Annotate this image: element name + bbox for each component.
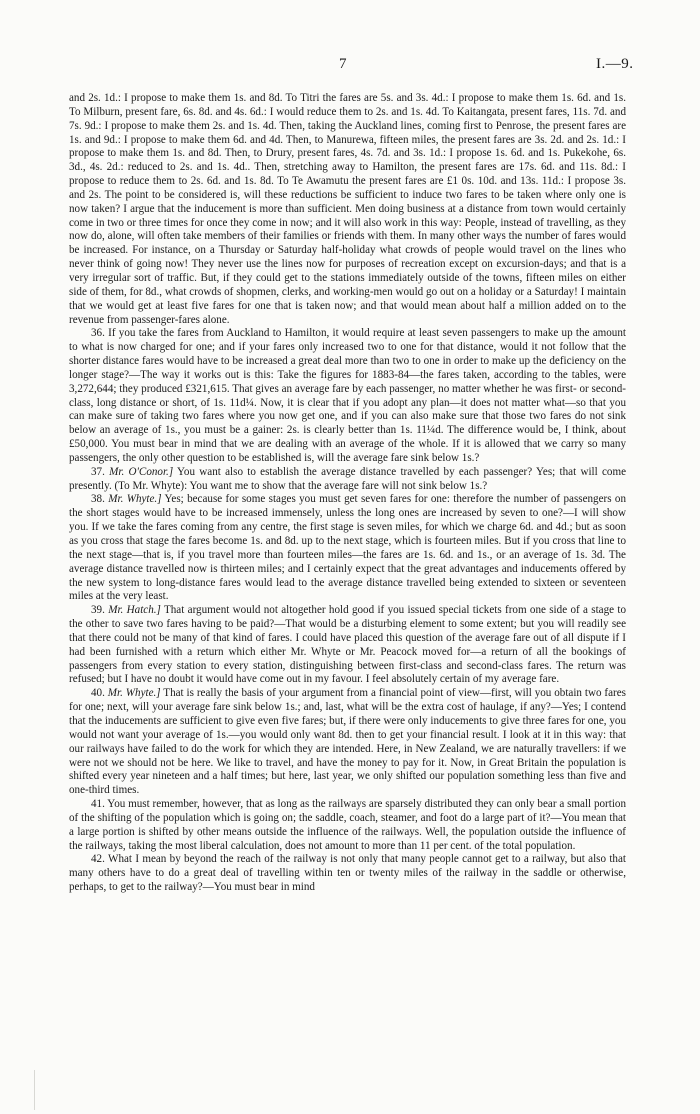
paragraph-text: What I mean by beyond the reach of the railway is not only that many people cannot get to a railway, but also that many others have to do a great deal of travelling within ten or twenty miles of the railway in the saddle or otherwise, perhaps, to get to the railway?—You must bear in mind: [69, 853, 626, 894]
paragraph-continuation: and 2s. 1d.: I propose to make them 1s. and 8d. To Titri the fares are 5s. and 3s. 4d.: I propose to make them 1s. 6d. and 1s. To Milburn, present fare, 6s. 8d. and 4s. 6d.: I would reduce them to 2s. and 1s. 4d. To Kaitangata, present fares, 11s. 7d. and 7s. 9d.: I propose to make them 2s. and 1s. 4d. Then, taking the Auckland lines, coming first to Penrose, the present fares are 1s. and 9d.: I propose to make them 6d. and 4d. Then, to Manurewa, fifteen miles, the present fares are 3s. 2d. and 2s. 1d.: I propose to make them 1s. and 8d. Then, to Drury, present fares, 4s. 7d. and 3s. 1d.: I propose 1s. 6d. and 1s. Pukekohe, 6s. 3d., 4s. 2d.: reduced to 2s. and 1s. 4d.. Then, stretching away to Hamilton, the present fares are 17s. 6d. and 11s. 8d.: I propose to reduce them to 2s. 6d. and 1s. 8d. To Te Awamutu the present fares are £1 0s. 10d. and 13s. 11d.: I propose 3s. and 2s. The point to be considered is, will these reductions be sufficient to induce two fares to be taken where only one is now taken? I argue that the inducement is more than sufficient. Men doing business at a distance from town would certainly come in two or three times for once they come in now; and it will also work in this way: People, instead of travelling, as they now do, alone, will often take members of their families or friends with them. In many other ways the number of fares would be increased. For instance, on a Thursday or Saturday half-holiday what crowds of people would travel on the lines who never think of going now! They never use the lines now for purposes of recreation except on excursion-days; and that is a very irregular sort of traffic. But, if they could get to the stations immediately outside of the towns, fifteen miles on either side of them, for 8d., what crowds of shopmen, clerks, and working-men would go out on a holiday or a Saturday! I maintain that we would get at least five fares for one that is taken now; and that would mean about half a million added on to the revenue from passenger-fares alone.: [69, 92, 626, 326]
paragraph-number: 40.: [91, 687, 105, 700]
paragraph-number: 37.: [91, 465, 105, 478]
paragraph-text: You want also to establish the average distance travelled by each passenger? Yes; that will come presently. (To Mr. Whyte): You want me to show that the average fare will not sink below 1s.?: [69, 465, 626, 492]
page-number: 7: [339, 56, 347, 72]
speaker-name: Mr. Whyte.]: [108, 493, 162, 506]
speaker-name: Mr. Whyte.]: [107, 687, 161, 700]
scan-margin-mark: [34, 1070, 35, 1110]
page-header: [0, 56, 700, 76]
body-text: [69, 92, 626, 895]
paragraph-number: 41.: [91, 798, 105, 811]
paragraph-number: 39.: [91, 604, 105, 617]
document-reference: I.—9.: [596, 56, 634, 72]
paragraph-36: [69, 327, 626, 465]
paragraph-42: [69, 853, 626, 895]
paragraph-text: If you take the fares from Auckland to Hamilton, it would require at least seven passengers to make up the amount to what is now charged for one; and if your fares only increased two to one for that distance, would it not follow that the shorter distance fares would have to be increased a great deal more than two to one in order to make up the deficiency on the longer stage?—The way it works out is this: Take the figures for 1883-84—the fares taken, according to the tables, were 3,272,644; they produced £321,615. That gives an average fare by each passenger, no matter whether he was first- or second-class, long distance or short, of 1s. 11d¼. Now, it is clear that if you adopt any plan—it does not matter what—so that you can make sure of taking two fares where you now get one, and if you can also make sure that those two fares do not sink below an average of 1s., you must be a gainer: 2s. is clearly better than 1s. 11¼d. The difference would be, I think, about £50,000. You must bear in mind that we are dealing with an average of the whole. If it is allowed that we carry so many passengers, the only other question to be established is, will the average fare sink below 1s.?: [69, 327, 626, 464]
paragraph-number: 38.: [91, 493, 105, 506]
paragraph-text: Yes; because for some stages you must get seven fares for one: therefore the number of passengers on the short stages would have to be increased immensely, unless the long ones are increased by seven to one?—I will show you. If we take the fares coming from any centre, the first stage is seven miles, for which we charge 6d. and 4d.; but as soon as you cross that stage the fares become 1s. and 8d. up to the next stage, which is fourteen miles. But if you cross that line to the next stage—that is, if you travel more than fourteen miles—the fares are 1s. 6d. and 1s., or an average of 1s. 3d. The average distance travelled now is thirteen miles; and I certainly expect that the great advantages and inducements offered by the new system to long-distance fares would lead to the average distance travelled being extended to sixteen or seventeen miles at the very least.: [69, 493, 626, 603]
paragraph-number: 42.: [91, 853, 105, 866]
paragraph-number: 36.: [91, 327, 105, 340]
speaker-name: Mr. Hatch.]: [108, 604, 161, 617]
paragraph-40: [69, 687, 626, 798]
paragraph-39: [69, 604, 626, 687]
paragraph-37: [69, 466, 626, 494]
paragraph-41: [69, 798, 626, 853]
speaker-name: Mr. O'Conor.]: [109, 465, 174, 478]
paragraph-38: [69, 493, 626, 604]
paragraph-text: That argument would not altogether hold good if you issued special tickets from one side of a stage to the other to save two fares having to be paid?—That would be a disturbing element to some extent; but you will readily see that there could not be many of that kind of fares. I could have placed this question of the average fare out of all dispute if I had been furnished with a return which either Mr. Whyte or Mr. Peacock moved for—a return of all the bookings of passengers from every station to every station, distinguishing between first-class and second-class fares. The return was refused; but I have no doubt it would have come out in my favour. I feel absolutely certain of my average fare.: [69, 604, 627, 686]
paragraph-text: You must remember, however, that as long as the railways are sparsely distributed they can only bear a small portion of the shifting of the population which is going on; the saddle, coach, steamer, and foot do a large part of it?—You mean that a large portion is shifted by other means outside the influence of the railways. Well, the population outside the influence of the railways, taking the most liberal calculation, does not amount to more than 11 per cent. of the total population.: [69, 798, 626, 852]
paragraph-text: That is really the basis of your argument from a financial point of view—first, will you obtain two fares for one; next, will your average fare sink below 1s.; and, last, what will be the extra cost of haulage, if any?—Yes; I contend that the inducements are sufficient to give even five fares; but, if there were only inducements to give three fares for one, you would not want your average of 1s.—you would only want 8d. then to get your financial result. I look at it in this way: that our railways have failed to do the work for which they are intended. Here, in New Zealand, we are naturally travellers: if we were not we should not be here. We like to travel, and have the money to pay for it. Now, in Great Britain the population is shifted every year nineteen and a half times; but here, last year, we only shifted our population something less than five and one-third times.: [69, 687, 626, 797]
